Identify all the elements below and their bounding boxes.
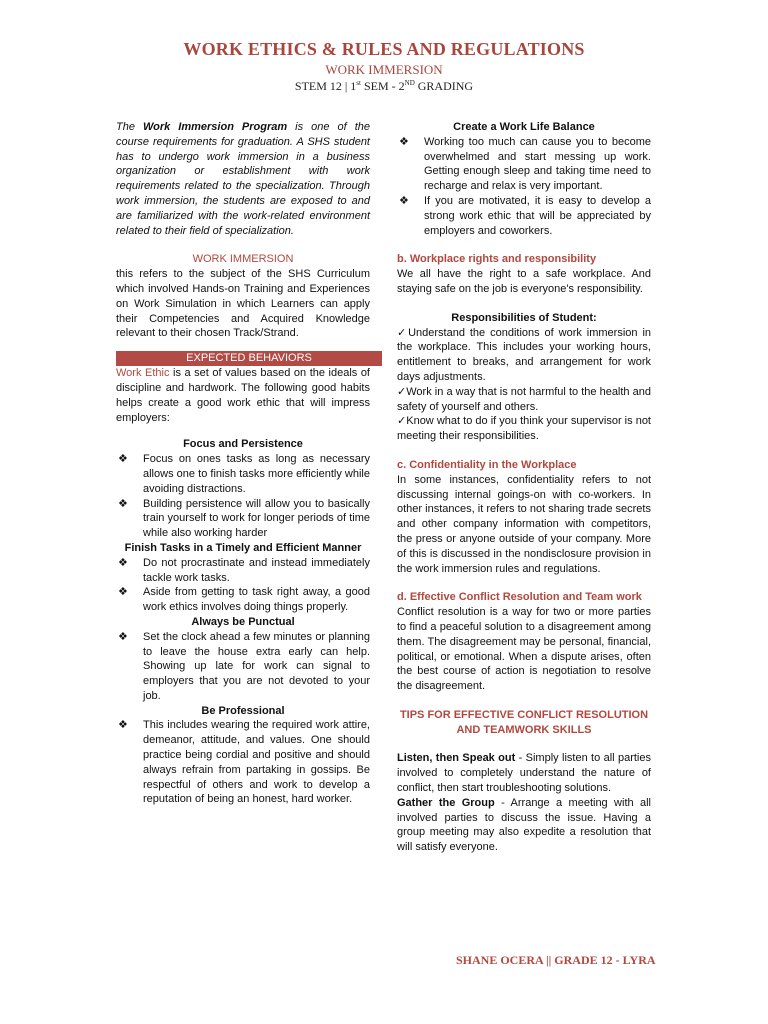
bullet-icon: ❖ [118, 556, 128, 569]
bullet-icon: ❖ [118, 719, 128, 732]
bullet-icon: ❖ [118, 453, 128, 466]
page-title: WORK ETHICS & RULES AND REGULATIONS [183, 39, 585, 59]
focus-heading: Focus and Persistence [183, 438, 303, 451]
left-column [116, 120, 370, 807]
list-item: ❖ Working too much can cause you to become overwhelmed and start messing up work. Getting enough sleep and taking time need to recharge and relax is very important. [399, 135, 651, 193]
bullet-icon: ❖ [399, 194, 409, 207]
conflict-heading: d. Effective Conflict Resolution and Team work [397, 591, 642, 604]
finish-heading: Finish Tasks in a Timely and Efficient Manner [124, 541, 362, 554]
responsibility-item: ✓Understand the conditions of work immersion in the workplace. This includes your working hours, entitlement to breaks, and arrangement for work days adjustments. [397, 326, 651, 383]
work-ethic-paragraph: Work Ethic is a set of values based on the ideals of discipline and hardwork. The following good habits helps create a good work ethic that will impress employers: [116, 367, 370, 424]
list-item: ❖ Building persistence will allow you to basically train yourself to work for longer periods of time while also working harder [118, 497, 370, 540]
bullet-icon: ❖ [399, 135, 409, 148]
responsibilities-heading: Responsibilities of Student: [451, 311, 597, 324]
bullet-icon: ❖ [118, 497, 128, 510]
work-immersion-text: this refers to the subject of the SHS Curriculum which involved Hands-on Training and Experiences on Work Simulation in which Learners can apply their Competencies and Acquired Knowledge relevant to their chosen Track/Strand. [116, 268, 370, 340]
rights-text: We all have the right to a safe workplace. And staying safe on the job is everyone's responsibility. [397, 268, 651, 295]
list-item: ❖ Set the clock ahead a few minutes or planning to leave the house extra early can help. Showing up late for work can signal to employers that you are not devoted to your job. [118, 630, 370, 702]
bullet-icon: ❖ [118, 586, 128, 599]
footer-author: SHANE OCERA || GRADE 12 - LYRA [456, 953, 656, 967]
bullet-icon: ❖ [118, 630, 128, 643]
list-item: ❖ Focus on ones tasks as long as necessary allows one to finish tasks more efficiently while avoiding distractions. [118, 453, 370, 495]
list-item: ❖ Aside from getting to task right away, a good work ethics involves doing things properly. [118, 586, 370, 614]
punctual-heading: Always be Punctual [191, 615, 295, 628]
confidentiality-heading: c. Confidentiality in the Workplace [397, 458, 577, 471]
grade-line: STEM 12 | 1st SEM - 2ND GRADING [294, 79, 474, 93]
professional-heading: Be Professional [201, 704, 285, 717]
list-item: ❖ Do not procrastinate and instead immediately tackle work tasks. [118, 556, 370, 584]
intro-paragraph: The Work Immersion Program is one of the course requirements for graduation. A SHS student has to undergo work immersion in a business organization or establishment with work requirements related to the specialization. Through work immersion, the students are exposed to and are familiarized with the work-related environment related to their field of specialization. [116, 121, 370, 237]
page-subtitle: WORK IMMERSION [325, 62, 443, 77]
conflict-text: Conflict resolution is a way for two or more parties to find a peaceful solution to a disagreement among them. The disagreement may be personal, financial, political, or emotional. When a dispute arises, often the best course of action is negotiation to resolve the disagreement. [397, 606, 651, 693]
gather-tip: Gather the Group - Arrange a meeting with all involved parties to discuss the issue. Having a group meeting may also expedite a resolution that will satisfy everyone. [397, 796, 651, 854]
work-immersion-heading: WORK IMMERSION [192, 253, 294, 266]
tips-heading: TIPS FOR EFFECTIVE CONFLICT RESOLUTION AND TEAMWORK SKILLS [399, 708, 649, 736]
rights-heading: b. Workplace rights and responsibility [397, 253, 597, 266]
confidentiality-text: In some instances, confidentiality refers to not discussing internal goings-on with co-workers. In other instances, it refers to not sharing trade secrets and other company information with competitors, the press or anyone outside of your company. More of this is discussed in the nondisclosure provision in the work immersion rules and regulations. [397, 473, 651, 575]
responsibility-item: ✓Work in a way that is not harmful to the health and safety of yourself and others. [397, 385, 651, 413]
responsibility-item: ✓Know what to do if you think your supervisor is not meeting their responsibilities. [397, 415, 651, 443]
listen-tip: Listen, then Speak out - Simply listen to all parties involved to completely understand the nature of conflict, then start troubleshooting solutions. [397, 752, 651, 795]
expected-behaviors-banner: EXPECTED BEHAVIORS [116, 351, 382, 366]
balance-heading: Create a Work Life Balance [453, 121, 595, 133]
right-column [397, 120, 651, 855]
list-item: ❖ If you are motivated, it is easy to develop a strong work ethic that will be appreciated by employers and coworkers. [399, 194, 651, 237]
list-item: ❖ This includes wearing the required work attire, demeanor, attitude, and values. One should practice being cordial and positive and should always refrain from partaking in gossips. Be respectful of others and work to develop a reputation of being an honest, hard worker. [118, 719, 370, 806]
